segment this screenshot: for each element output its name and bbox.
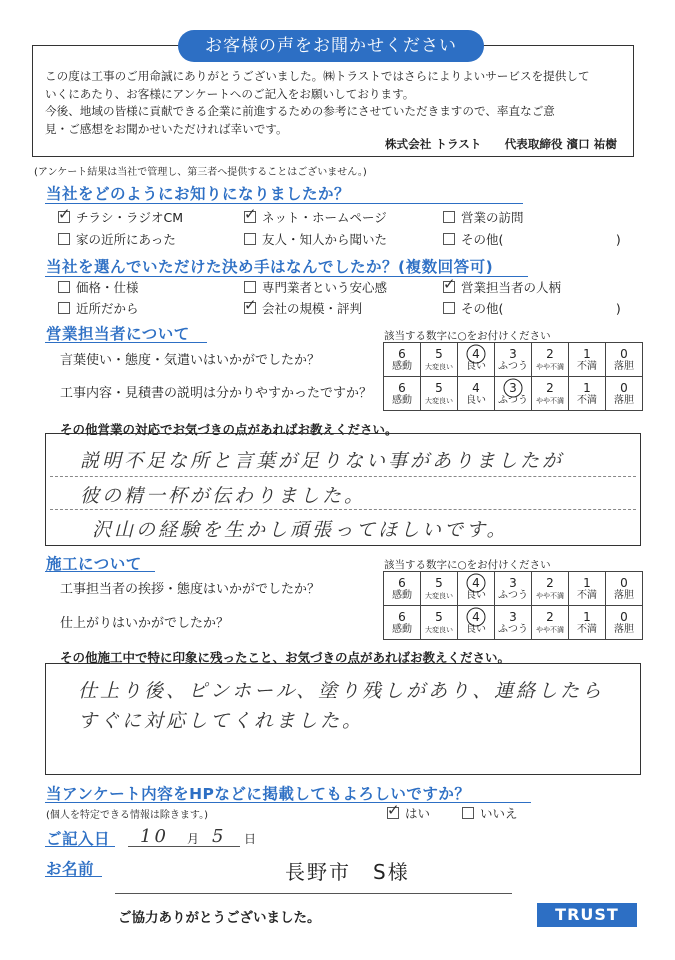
rating-cell[interactable] — [384, 572, 421, 606]
name-underline — [45, 876, 102, 877]
checkbox-icon[interactable] — [462, 807, 474, 819]
intro-line: いくにあたり、お客様にアンケートへのご記入をお願いしております。 — [45, 86, 415, 101]
q1-option[interactable] — [58, 208, 183, 226]
rating-cell[interactable] — [606, 572, 643, 606]
name-line — [115, 893, 512, 894]
rating-cell[interactable] — [458, 572, 495, 606]
rating-cell[interactable] — [495, 572, 532, 606]
rating-number: 6 — [398, 575, 406, 590]
name-label: お名前 — [46, 860, 95, 878]
rating-cell[interactable] — [495, 343, 532, 377]
rating-cell[interactable] — [606, 343, 643, 377]
q1-option-label: 友人・知人から聞いた — [262, 232, 388, 247]
sales-comment-line: 彼の精一杯が伝わりました。 — [80, 485, 367, 507]
publish-no-option[interactable] — [462, 804, 518, 822]
rating-label: 良い — [466, 623, 486, 635]
rating-number: 4 — [458, 347, 494, 361]
rating-number: 5 — [435, 609, 443, 624]
rating-label: 落胆 — [614, 394, 634, 406]
rating-cell[interactable] — [569, 377, 606, 411]
rating-label: 不満 — [577, 394, 597, 406]
comment-rule — [50, 476, 636, 477]
sales-question: 工事内容・見積書の説明は分かりやすかったですか？ — [60, 386, 373, 401]
rating-caption: 該当する数字に○をお付けください — [384, 559, 551, 571]
q1-option[interactable] — [244, 230, 387, 248]
rating-number: 2 — [546, 575, 554, 590]
rating-number: 0 — [620, 380, 628, 395]
rating-number: 3 — [509, 346, 517, 361]
rating-number: 3 — [495, 381, 531, 395]
rating-cell[interactable] — [421, 606, 458, 640]
checkbox-icon[interactable] — [443, 302, 455, 314]
construction-rating-table — [383, 571, 643, 640]
selected-circle-icon — [467, 607, 486, 626]
rating-label: ふつう — [498, 360, 528, 372]
rating-cell[interactable] — [532, 377, 569, 411]
rating-label: ふつう — [498, 623, 528, 635]
sales-rating-table — [383, 342, 643, 411]
rating-number: 5 — [435, 575, 443, 590]
publish-note: (個人を特定できる情報は除きます。) — [46, 810, 209, 821]
rating-label: 不満 — [577, 589, 597, 601]
rating-label: やや不満 — [536, 362, 564, 371]
rating-number: 0 — [620, 609, 628, 624]
rating-number: 1 — [583, 380, 591, 395]
q1-option[interactable] — [443, 208, 524, 226]
rating-cell[interactable] — [532, 572, 569, 606]
rating-cell[interactable] — [532, 606, 569, 640]
rating-row — [384, 572, 643, 606]
selected-circle-icon — [504, 378, 523, 397]
checkbox-checked-icon[interactable] — [443, 281, 455, 293]
date-underline — [128, 846, 240, 847]
construction-comment-line: すぐに対応してくれました。 — [78, 710, 365, 732]
q1-option-label: チラシ・ラジオCM — [76, 210, 184, 225]
rating-row — [384, 377, 643, 411]
rating-label: 落胆 — [614, 623, 634, 635]
publish-yes-option[interactable] — [387, 804, 430, 822]
rating-number: 2 — [546, 380, 554, 395]
rating-label: ふつう — [498, 589, 528, 601]
q1-option-label: 家の近所にあった — [76, 232, 176, 247]
q2-option[interactable] — [244, 278, 387, 296]
rating-label: 大変良い — [425, 362, 453, 371]
checkbox-checked-icon[interactable] — [387, 807, 399, 819]
rating-cell[interactable] — [569, 572, 606, 606]
rating-label: 大変良い — [425, 396, 453, 405]
rating-number: 0 — [620, 575, 628, 590]
name-value[interactable]: 長野市 S様 — [285, 860, 410, 884]
privacy-note: (アンケート結果は当社で管理し、第三者へ提供することはございません。) — [34, 167, 367, 178]
rating-cell[interactable] — [569, 343, 606, 377]
publish-yes-label: はい — [405, 806, 431, 821]
rating-cell[interactable] — [384, 343, 421, 377]
rating-label: 良い — [466, 589, 486, 601]
rating-cell[interactable] — [384, 606, 421, 640]
q1-option-label: その他( ) — [461, 232, 621, 247]
intro-text — [45, 68, 625, 138]
rating-number: 1 — [583, 575, 591, 590]
selected-circle-icon — [467, 344, 486, 363]
rating-label: やや不満 — [536, 396, 564, 405]
rating-number: 1 — [583, 609, 591, 624]
rating-cell[interactable] — [569, 606, 606, 640]
rating-number: 4 — [458, 576, 494, 590]
q2-option-label: 営業担当者の人柄 — [461, 280, 562, 295]
rating-cell[interactable] — [606, 606, 643, 640]
rating-cell[interactable] — [421, 572, 458, 606]
q2-option[interactable] — [244, 299, 362, 317]
rating-number: 6 — [398, 380, 406, 395]
intro-line: 今後、地域の皆様に貢献できる企業に前進するための参考にさせていただきますので、率直なご意 — [45, 104, 555, 118]
q1-option[interactable] — [443, 230, 621, 248]
publish-question: 当アンケート内容をHPなどに掲載してもよろしいですか？ — [46, 785, 471, 803]
checkbox-icon[interactable] — [58, 233, 70, 245]
rating-label: 落胆 — [614, 360, 634, 372]
thanks-text: ご協力ありがとうございました。 — [118, 910, 321, 926]
trust-logo: TRUST — [537, 903, 637, 927]
entry-date-label: ご記入日 — [46, 830, 111, 848]
q1-option[interactable] — [244, 208, 387, 226]
rating-cell[interactable] — [458, 377, 495, 411]
rating-label: 不満 — [577, 360, 597, 372]
checkbox-icon[interactable] — [58, 302, 70, 314]
rating-number: 4 — [458, 610, 494, 624]
q2-option[interactable] — [58, 299, 139, 317]
comment-rule — [50, 509, 636, 510]
rating-label: ふつう — [498, 394, 528, 406]
q2-option-label: 会社の規模・評判 — [262, 301, 363, 316]
rating-cell[interactable] — [421, 343, 458, 377]
checkbox-icon[interactable] — [443, 233, 455, 245]
rating-number: 4 — [472, 380, 480, 395]
rating-label: 大変良い — [425, 625, 453, 634]
rating-label: 良い — [466, 360, 486, 372]
rating-label: やや不満 — [536, 625, 564, 634]
entry-date-month[interactable]: 10 — [140, 826, 169, 847]
rating-cell[interactable] — [458, 343, 495, 377]
rating-number: 2 — [546, 346, 554, 361]
q2-option-label: 近所だから — [76, 301, 139, 316]
rating-number: 2 — [546, 609, 554, 624]
rating-label: 感動 — [392, 623, 412, 635]
signature: 株式会社 トラスト 代表取締役 濱口 祐樹 — [384, 137, 617, 151]
rating-number: 5 — [435, 346, 443, 361]
q1-option-label: ネット・ホームページ — [262, 210, 387, 225]
q2-option-label: その他( ) — [461, 301, 621, 316]
intro-line: この度は工事のご用命誠にありがとうございました。㈱トラストではさらによりよいサービスを提供して — [45, 69, 590, 83]
checkbox-icon[interactable] — [58, 281, 70, 293]
rating-cell[interactable] — [532, 343, 569, 377]
construction-title: 施工について — [46, 555, 142, 573]
q2-option-label: 価格・仕様 — [76, 280, 139, 295]
q1-title: 当社をどのようにお知りになりましたか？ — [46, 185, 351, 203]
construction-comment-prompt: その他施工中で特に印象に残ったこと、お気づきの点があればお教えください。 — [60, 650, 511, 665]
rating-number: 5 — [435, 380, 443, 395]
sales-comment-line: 説明不足な所と言葉が足りない事がありましたが — [80, 450, 565, 472]
construction-underline — [45, 571, 155, 572]
checkbox-icon[interactable] — [244, 281, 256, 293]
rating-caption: 該当する数字に○をお付けください — [384, 330, 551, 342]
rating-label: 不満 — [577, 623, 597, 635]
checkbox-icon[interactable] — [443, 211, 455, 223]
q2-title: 当社を選んでいただけた決め手はなんでしたか？(複数回答可) — [46, 258, 494, 276]
construction-comment-line: 仕上り後、ピンホール、塗り残しがあり、連絡したら — [78, 680, 605, 702]
entry-date-month-unit: 月 — [187, 832, 200, 846]
rating-row — [384, 606, 643, 640]
construction-question: 工事担当者の挨拶・態度はいかがでしたか？ — [60, 582, 321, 597]
rating-label: 感動 — [392, 589, 412, 601]
q2-option[interactable] — [443, 278, 561, 296]
checkbox-checked-icon[interactable] — [244, 211, 256, 223]
q1-underline — [45, 203, 523, 204]
selected-circle-icon — [467, 573, 486, 592]
rating-row — [384, 343, 643, 377]
publish-no-label: いいえ — [480, 806, 518, 821]
rating-cell[interactable] — [606, 377, 643, 411]
rating-label: 落胆 — [614, 589, 634, 601]
rating-cell[interactable] — [384, 377, 421, 411]
rating-label: 良い — [466, 394, 486, 406]
entry-date-day[interactable]: 5 — [212, 826, 227, 847]
publish-underline — [45, 802, 531, 803]
intro-line: 見・ご感想をお聞かせいただければ幸いです。 — [45, 121, 288, 136]
rating-label: 大変良い — [425, 591, 453, 600]
rating-number: 0 — [620, 346, 628, 361]
q2-option-label: 専門業者という安心感 — [262, 280, 388, 295]
checkbox-icon[interactable] — [244, 233, 256, 245]
rating-number: 6 — [398, 346, 406, 361]
checkbox-checked-icon[interactable] — [244, 302, 256, 314]
sales-underline — [45, 342, 207, 343]
rating-cell[interactable] — [458, 606, 495, 640]
rating-label: 感動 — [392, 394, 412, 406]
entry-date-underline — [45, 846, 115, 847]
rating-cell[interactable] — [495, 377, 532, 411]
q2-option[interactable] — [443, 299, 621, 317]
q2-option[interactable] — [58, 278, 139, 296]
rating-label: 感動 — [392, 360, 412, 372]
entry-date-day-unit: 日 — [244, 832, 257, 846]
q1-option[interactable] — [58, 230, 176, 248]
sales-question: 言葉使い・態度・気遣いはいかがでしたか？ — [60, 353, 321, 368]
rating-label: やや不満 — [536, 591, 564, 600]
rating-number: 1 — [583, 346, 591, 361]
q1-option-label: 営業の訪問 — [461, 210, 524, 225]
sales-title: 営業担当者について — [46, 325, 190, 343]
rating-cell[interactable] — [421, 377, 458, 411]
page-title: お客様の声をお聞かせください — [178, 30, 484, 62]
checkbox-checked-icon[interactable] — [58, 211, 70, 223]
rating-number: 3 — [509, 609, 517, 624]
rating-cell[interactable] — [495, 606, 532, 640]
sales-comment-line: 沢山の経験を生かし頑張ってほしいです。 — [92, 519, 509, 541]
construction-question: 仕上がりはいかがでしたか？ — [60, 616, 230, 631]
rating-number: 3 — [509, 575, 517, 590]
rating-number: 6 — [398, 609, 406, 624]
sales-comment-prompt: その他営業の対応でお気づきの点があればお教えください。 — [60, 422, 398, 437]
